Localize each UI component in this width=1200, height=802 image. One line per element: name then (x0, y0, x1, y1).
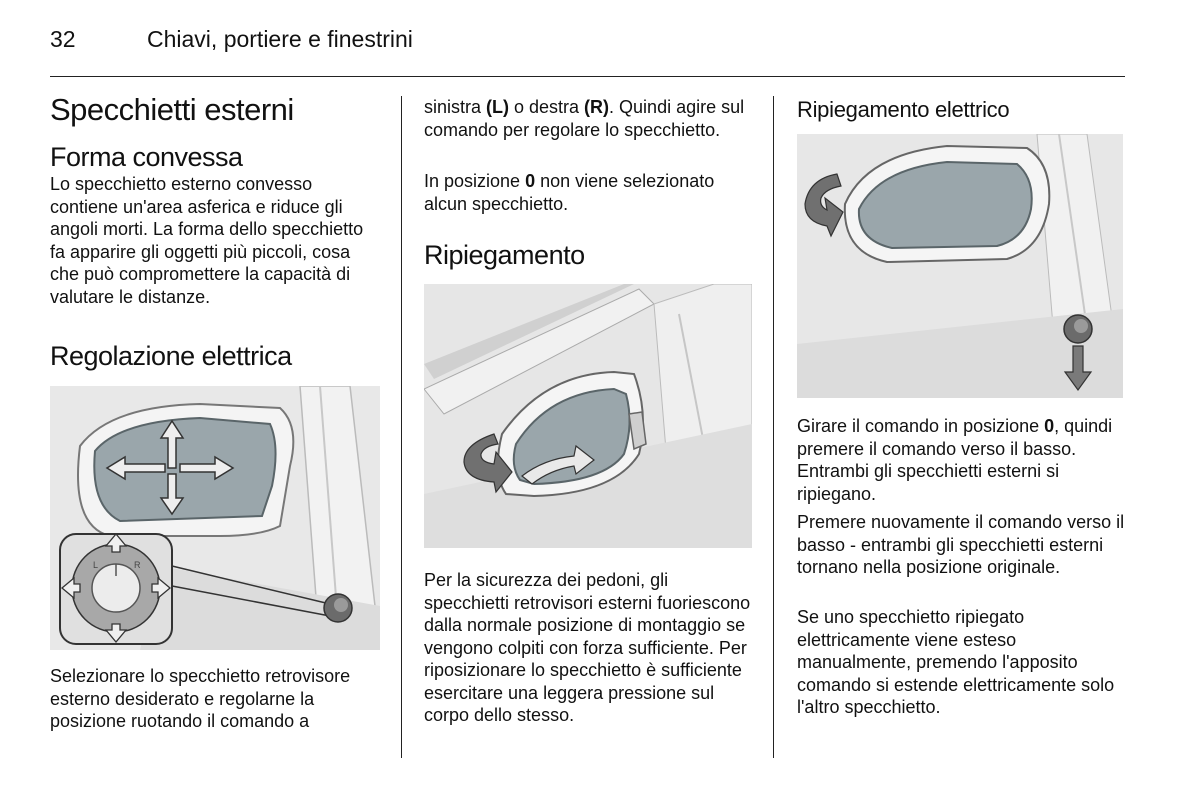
bold-label-left: (L) (486, 97, 509, 117)
page-title: Specchietti esterni (50, 92, 294, 127)
section-heading-folding: Ripiegamento (424, 240, 585, 270)
bold-position-zero: 0 (1044, 416, 1055, 436)
position-zero-paragraph (424, 170, 754, 215)
electric-folding-paragraph-1 (797, 415, 1127, 505)
section-heading-convex: Forma convessa (50, 142, 243, 172)
figure-electric-folding (797, 134, 1123, 398)
column-1 (50, 92, 382, 308)
text-run: non viene selezionato alcun specchietto. (424, 171, 715, 214)
column-divider-2 (773, 96, 774, 758)
section-heading-electric-folding: Ripiegamento elettrico (797, 97, 1010, 122)
selection-paragraph (424, 96, 754, 141)
text-run: In posizione (424, 171, 526, 191)
bold-label-right: (R) (584, 97, 610, 117)
figure-mirror-folding (424, 284, 752, 548)
bold-position-zero: 0 (525, 171, 536, 191)
text-run: Girare il comando in posizione (797, 416, 1045, 436)
electric-paragraph: Selezionare lo specchietto retrovisore esterno desiderato e regolarne la posizione ruotando il comando a (50, 666, 351, 731)
control-label-left: L (93, 560, 99, 570)
electric-folding-paragraph-2: Premere nuovamente il comando verso il basso - entrambi gli specchietti esterni tornano nella posizione originale. (797, 512, 1125, 577)
page-number: 32 (50, 26, 76, 52)
control-label-right: R (134, 560, 141, 570)
convex-paragraph: Lo specchietto esterno convesso contiene un'area asferica e riduce gli angoli morti. La forma dello specchietto fa apparire gli oggetti più piccoli, cosa che può compromettere la capacità di valutare le distanze. (50, 174, 364, 307)
text-run: , quindi premere il comando verso il basso. Entrambi gli specchietti esterni si ripiegano. (797, 416, 1113, 504)
folding-paragraph: Per la sicurezza dei pedoni, gli specchietti retrovisori esterni fuoriescono dalla normale posizione di montaggio se vengono colpiti con forza sufficiente. Per riposizionare lo specchietto è sufficiente esercitare una leggera pressione sul corpo dello stesso. (424, 570, 751, 725)
text-run: . Quindi agire sul comando per regolare lo specchietto. (424, 97, 745, 140)
text-run: sinistra (424, 97, 487, 117)
header-rule (50, 76, 1125, 77)
figure-mirror-adjustment (50, 386, 380, 650)
section-heading-electric: Regolazione elettrica (50, 341, 292, 371)
running-title: Chiavi, portiere e finestrini (147, 26, 413, 52)
page-header (50, 26, 1125, 58)
column-divider-1 (401, 96, 402, 758)
text-run: o destra (509, 97, 585, 117)
electric-folding-paragraph-3: Se uno specchietto ripiegato elettricamente viene esteso manualmente, premendo l'apposito comando si estende elettricamente solo l'altro specchietto. (797, 607, 1115, 717)
